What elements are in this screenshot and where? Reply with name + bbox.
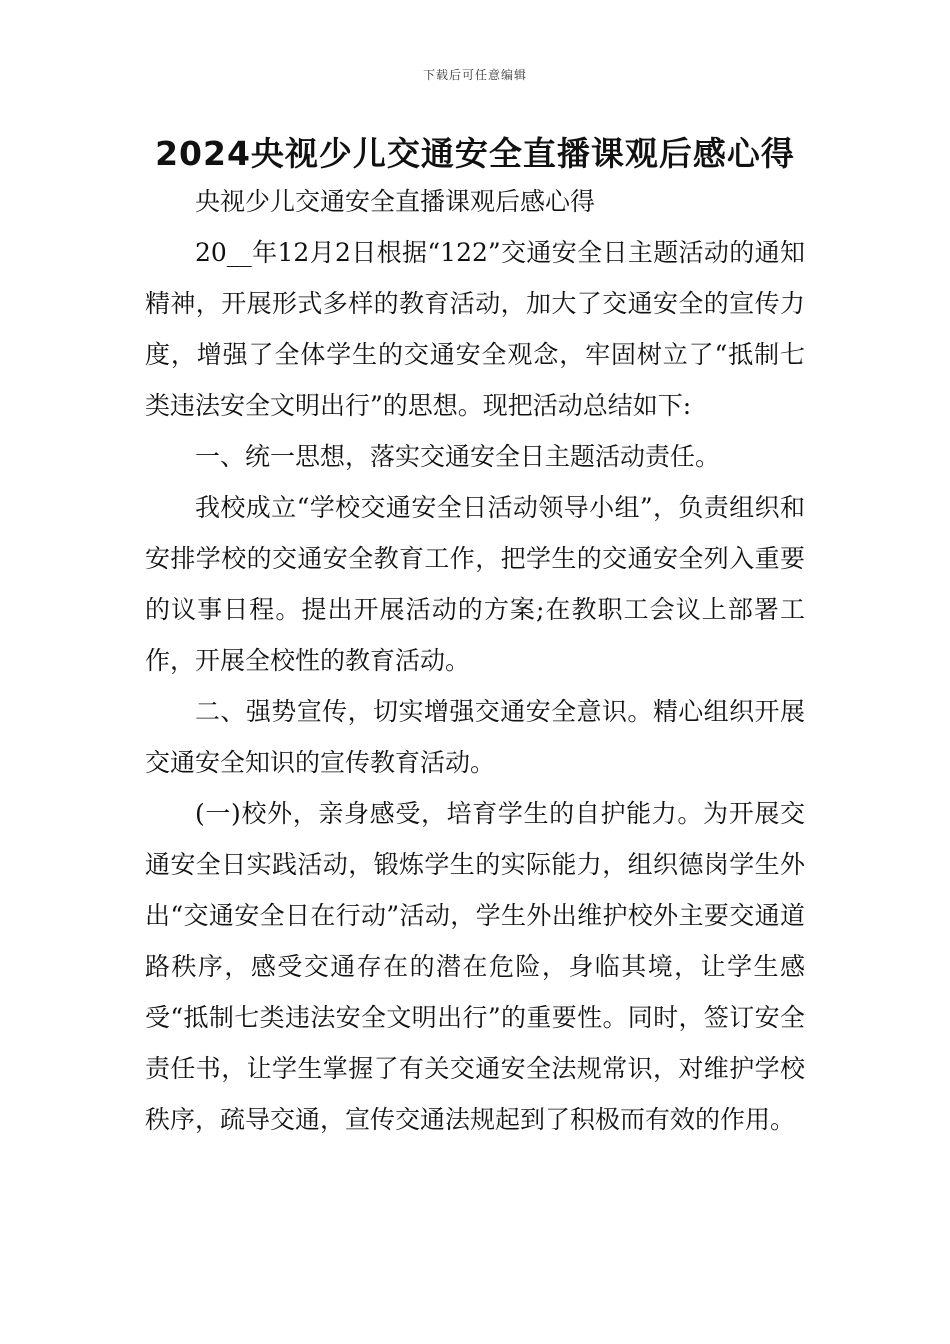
paragraph-section-1-heading: 一、统一思想，落实交通安全日主题活动责任。 xyxy=(195,442,721,471)
page-title: 2024央视少儿交通安全直播课观后感心得 xyxy=(155,134,795,173)
paragraph-section-2-body: (一)校外，亲身感受，培育学生的自护能力。为开展交通安全日实践活动，锻炼学生的实际能力，组织德岗学生外出“交通安全日在行动”活动，学生外出维护校外主要交通道路秩序，感受交通存在的潜在危险，身临其境，让学生感受“抵制七类违法安全文明出行”的重要性。同时，签订安全责任书，让学生掌握了有关交通安全法规常识，对维护学校秩序，疏导交通，宣传交通法规起到了积极而有效的作用。 xyxy=(145,799,805,1134)
document-body xyxy=(145,176,805,1145)
paragraph-intro: 20__年12月2日根据“122”交通安全日主题活动的通知精神，开展形式多样的教育活动，加大了交通安全的宣传力度，增强了全体学生的交通安全观念，牢固树立了“抵制七类违法安全文明出行”的思想。现把活动总结如下: xyxy=(145,238,805,420)
paragraph-subtitle: 央视少儿交通安全直播课观后感心得 xyxy=(195,187,596,216)
header-note: 下载后可任意编辑 xyxy=(422,68,527,82)
paragraph-section-1-body: 我校成立“学校交通安全日活动领导小组”，负责组织和安排学校的交通安全教育工作，把学生的交通安全列入重要的议事日程。提出开展活动的方案;在教职工会议上部署工作，开展全校性的教育活动。 xyxy=(145,493,805,675)
paragraph-section-2-heading: 二、强势宣传，切实增强交通安全意识。精心组织开展交通安全知识的宣传教育活动。 xyxy=(145,697,805,777)
